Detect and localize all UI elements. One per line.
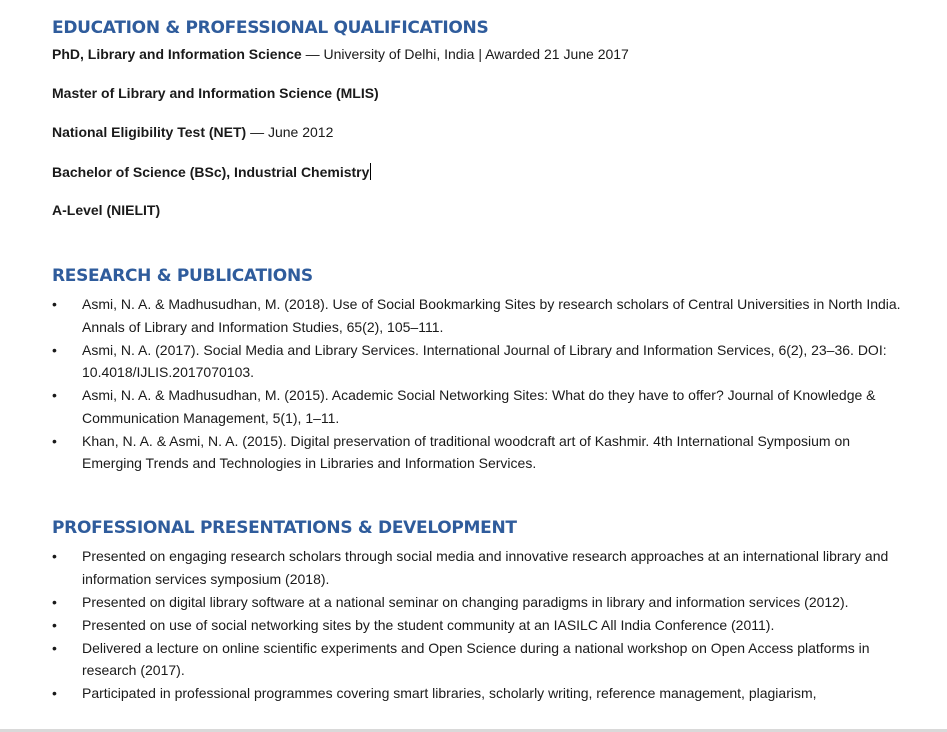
list-item — [52, 591, 908, 614]
education-heading: EDUCATION & PROFESSIONAL QUALIFICATIONS — [52, 18, 489, 38]
qualification-separator: — — [246, 124, 268, 140]
bullet-icon: • — [52, 296, 57, 312]
publication-text: Asmi, N. A. & Madhusudhan, M. (2018). Use of Social Bookmarking Sites by research scholars of Central Universities in North India. Annals of Library and Information Studies, 65(2), 105–111. — [82, 296, 901, 335]
qualification-detail: University of Delhi, India | Awarded 21 June 2017 — [323, 46, 629, 62]
qualification-degree: National Eligibility Test (NET) — [52, 124, 247, 140]
qualification-degree: Bachelor of Science (BSc), Industrial Chemistry — [52, 164, 370, 180]
bullet-icon: • — [52, 639, 57, 656]
presentation-text: Participated in professional programmes covering smart libraries, scholarly writing, reference management, plagiarism, — [82, 685, 817, 701]
qualification-separator: — — [301, 46, 324, 62]
publication-text: Khan, N. A. & Asmi, N. A. (2015). Digital preservation of traditional woodcraft art of Kashmir. 4th International Symposium on Emerging Trends and Technologies in Libraries and Information Services. — [82, 432, 851, 471]
qualification-phd — [52, 46, 629, 62]
qualification-degree: Master of Library and Information Science (MLIS) — [52, 85, 379, 101]
list-item — [52, 545, 908, 590]
qualification-net — [52, 124, 333, 140]
qualification-degree: PhD, Library and Information Science — [52, 46, 302, 62]
bullet-icon: • — [52, 387, 57, 403]
text-cursor — [370, 163, 371, 180]
qualification-degree: A-Level (NIELIT) — [52, 202, 161, 218]
bullet-icon: • — [52, 593, 57, 610]
list-item — [52, 682, 908, 705]
publication-text: Asmi, N. A. & Madhusudhan, M. (2015). Academic Social Networking Sites: What do they have to offer? Journal of Knowledge & Communication Management, 5(1), 1–11. — [82, 387, 876, 426]
presentations-heading: PROFESSIONAL PRESENTATIONS & DEVELOPMENT — [52, 518, 517, 538]
qualification-bsc — [52, 163, 371, 180]
qualification-detail: June 2012 — [267, 124, 334, 140]
bullet-icon: • — [52, 341, 57, 358]
list-item — [52, 430, 908, 475]
list-item — [52, 614, 908, 637]
presentation-text: Presented on digital library software at a national seminar on changing paradigms in library and information services (2012). — [82, 593, 849, 610]
list-item — [52, 637, 908, 682]
list-item — [52, 384, 908, 429]
presentation-text: Delivered a lecture on online scientific experiments and Open Science during a national workshop on Open Access platforms in research (2017). — [82, 639, 870, 678]
bullet-icon: • — [52, 432, 57, 449]
publication-list — [52, 293, 908, 475]
presentation-text: Presented on use of social networking sites by the student community at an IASILC All India Conference (2011). — [82, 616, 775, 633]
list-item — [52, 339, 908, 384]
publication-text: Asmi, N. A. (2017). Social Media and Library Services. International Journal of Library and Information Services, 6(2), 23–36. DOI: 10.4018/IJLIS.2017070103. — [82, 341, 887, 380]
qualification-alevel — [52, 202, 160, 218]
presentation-text: Presented on engaging research scholars through social media and innovative research approaches at an international library and information services symposium (2018). — [82, 548, 889, 587]
bullet-icon: • — [52, 548, 57, 564]
research-heading: RESEARCH & PUBLICATIONS — [52, 266, 313, 286]
bullet-icon: • — [52, 685, 57, 701]
qualification-mlis — [52, 85, 379, 101]
bullet-icon: • — [52, 616, 57, 633]
presentation-list — [52, 545, 908, 705]
list-item — [52, 293, 908, 338]
